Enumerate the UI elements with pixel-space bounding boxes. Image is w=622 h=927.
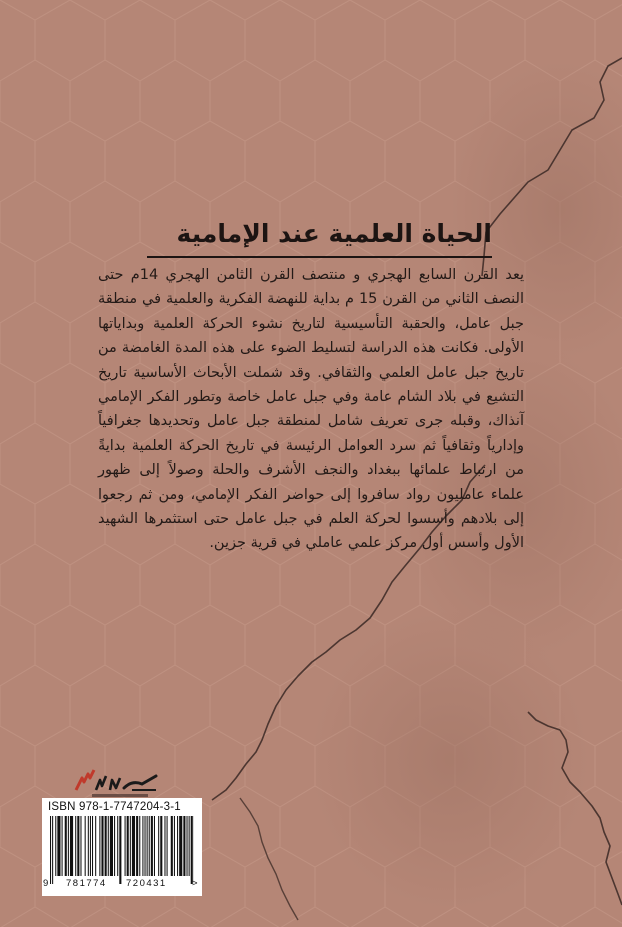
barcode-bar (183, 816, 185, 876)
isbn-label: ISBN 978-1-7747204-3-1 (48, 801, 181, 813)
barcode-bar (65, 816, 67, 876)
barcode-bar (92, 816, 93, 876)
barcode-bar (127, 816, 129, 876)
barcode-bar (57, 816, 60, 876)
barcode-bar (77, 816, 79, 876)
barcode-bar (50, 816, 51, 884)
barcode (42, 798, 202, 896)
barcode-bar (132, 816, 135, 876)
barcode-bar (151, 816, 153, 876)
title-block (147, 216, 492, 258)
title-underline (147, 256, 492, 258)
barcode-bar (191, 816, 193, 884)
barcode-bar (130, 816, 131, 876)
barcode-bar (154, 816, 155, 876)
barcode-bar (158, 816, 159, 876)
barcode-bar (139, 816, 140, 876)
barcode-bar (142, 816, 143, 876)
barcode-bar (101, 816, 103, 876)
barcode-bar (145, 816, 146, 876)
barcode-bar (179, 816, 182, 876)
barcode-bar (68, 816, 69, 876)
barcode-bar (88, 816, 89, 876)
barcode-bar (95, 816, 96, 876)
barcode-mark: > (192, 878, 198, 889)
barcode-bar (110, 816, 113, 876)
barcode-bar (55, 816, 56, 876)
barcode-bar (62, 816, 63, 876)
barcode-bar (187, 816, 188, 876)
book-description: يعد القرن السابع الهجري و منتصف القرن الثامن الهجري 14م حتى النصف الثاني من القرن 15 م بداية للنهضة الفكرية والعلمية في منطقة جبل عامل، والحقبة التأسيسية لتاريخ نشوء الحركة العلمية وبداياتها الأولى. فكانت هذه الدراسة لتسليط الضوء على هذه المدة الغامضة من تاريخ جبل عامل العلمي والثقافي. وقد شملت الأبحاث الأساسية تاريخ التشيع في بلاد الشام عامة وفي جبل عامل خاصة وتطور الفكر الإمامي آنذاك، وقبله جرى تعريف شامل لمنطقة جبل عامل وتحديدها جغرافياً وإدارياً وثقافياً ثم سرد العوامل الرئيسة في تاريخ الحركة العلمية بدايةً من ارتباط علمائها ببغداد والنجف الأشرف والحلة وصولاً إلى ظهور علماء عامليون رواد سافروا إلى حواضر الفكر الإمامي، ومن ثم رجعوا إلى بلادهم وأسسوا لحركة العلم في جبل عامل حتى استثمرها الشهيد الأول وأسس أول مركز علمي عاملي في قرية جزين. (98, 267, 524, 552)
barcode-digits-left: 781774 (66, 878, 107, 889)
barcode-bar (80, 816, 81, 876)
barcode-bar (99, 816, 100, 876)
barcode-bar (52, 816, 53, 884)
barcode-bar (136, 816, 138, 876)
barcode-bar (174, 816, 175, 876)
book-title: الحياة العلمية عند الإمامية (176, 219, 492, 248)
barcode-bar (108, 816, 109, 876)
barcode-bar (75, 816, 76, 876)
barcode-bar (177, 816, 178, 876)
barcode-bar (85, 816, 86, 876)
barcode-bar (117, 816, 118, 876)
barcode-bar (164, 816, 165, 876)
barcode-bar (119, 816, 121, 884)
barcode-bar (167, 816, 168, 876)
barcode-digit-first: 9 (43, 878, 49, 889)
barcode-digits-right: 720431 (126, 878, 167, 889)
barcode-bar (160, 816, 162, 876)
barcode-bar (114, 816, 115, 876)
barcode-bar (125, 816, 126, 876)
barcode-bar (90, 816, 91, 876)
barcode-bars (50, 816, 194, 884)
barcode-bar (171, 816, 173, 876)
barcode-bar (149, 816, 150, 876)
publisher-logo-icon (72, 766, 160, 800)
barcode-bar (70, 816, 73, 876)
barcode-bar (105, 816, 107, 876)
barcode-bar (189, 816, 190, 876)
barcode-bar (147, 816, 148, 876)
